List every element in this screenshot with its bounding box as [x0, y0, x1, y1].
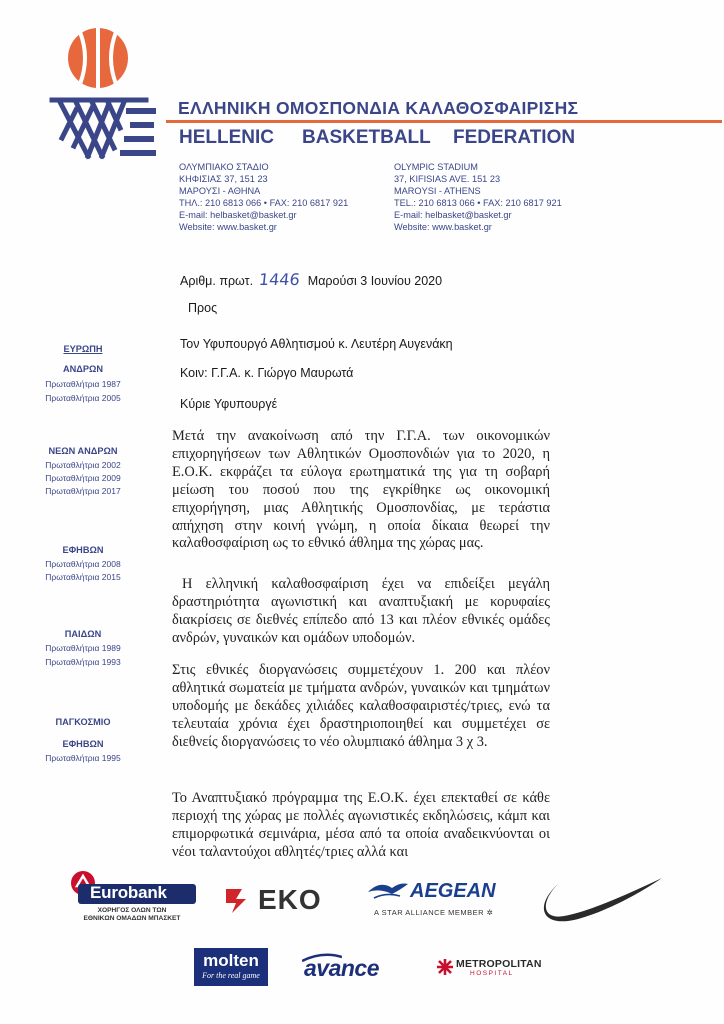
sidebar-europe-heading: ΕΥΡΩΠΗ	[63, 344, 103, 354]
federation-logo	[38, 24, 168, 162]
header-divider	[166, 120, 722, 123]
address-line: MAROYSI - ATHENS	[394, 185, 481, 196]
eko-sponsor	[222, 883, 346, 917]
sidebar-title: Πρωταθλήτρια 1987	[45, 379, 121, 389]
eurobank-tagline-line: ΧΟΡΗΓΟΣ ΟΛΩΝ ΤΩΝ	[97, 907, 167, 914]
paragraph: Στις εθνικές διοργανώσεις συμμετέχουν 1. 200 και πλέον αθλητικά σωματεία με τμήματα ανδρών, γυναικών και τμημάτων υποδομής με δεκάδες χιλιάδες καλαθοσφαιριστές/τριες, ενώ τα τελευταία χρόνια έχει δραστηριοποιηθεί και συμμετέχει σε διεθνείς διοργανώσεις το νέο ολυμπιακό άθλημα 3 χ 3.	[172, 662, 550, 750]
address-greek	[179, 162, 348, 233]
avance-sponsor	[300, 951, 410, 985]
sidebar-title: Πρωταθλήτρια 1995	[45, 753, 121, 763]
nike-swoosh-icon	[538, 872, 664, 922]
federation-name-en-1: HELLENIC	[179, 127, 274, 148]
star-alliance-icon: ✲	[486, 908, 494, 917]
recipient: Τον Υφυπουργό Αθλητισμού κ. Λευτέρη Αυγενάκη	[180, 337, 453, 351]
molten-wordmark: molten	[203, 951, 259, 970]
sidebar-kids-heading: ΠΑΙΔΩΝ	[64, 629, 102, 639]
federation-name-greek: ΕΛΛΗΝΙΚΗ ΟΜΟΣΠΟΝΔΙΑ ΚΑΛΑΘΟΣΦΑΙΡΙΣΗΣ	[178, 98, 579, 118]
aegean-tagline	[374, 908, 493, 917]
cc-line: Κοιν: Γ.Γ.Α. κ. Γιώργο Μαυρωτά	[180, 366, 354, 380]
sidebar-title: Πρωταθλήτρια 1989	[45, 643, 121, 653]
ref-number-handwritten: 1446	[258, 270, 301, 289]
address-line: ΟΛΥΜΠΙΑΚΟ ΣΤΑΔΙΟ	[179, 162, 269, 172]
address-line: ΚΗΦΙΣΙΑΣ 37, 151 23	[179, 173, 268, 184]
sidebar-title: Πρωταθλήτρια 2009	[45, 473, 121, 483]
address-line: OLYMPIC STADIUM	[394, 162, 478, 172]
sidebar-title: Πρωταθλήτρια 2017	[45, 486, 121, 496]
address-line: 37, KIFISIAS AVE. 151 23	[394, 173, 501, 184]
metropolitan-sponsor	[436, 954, 540, 986]
phone-line: ΤΗΛ.: 210 6813 066 • FAX: 210 6817 921	[179, 197, 349, 208]
eko-wordmark: EKO	[258, 884, 322, 915]
sidebar-world-youth-heading: ΕΦΗΒΩΝ	[62, 739, 104, 749]
molten-sponsor	[194, 948, 268, 986]
phone-line: TEL.: 210 6813 066 • FAX: 210 6817 921	[394, 197, 562, 208]
letter-date: Μαρούσι 3 Ιουνίου 2020	[307, 274, 443, 288]
website-line: Website: www.basket.gr	[394, 221, 492, 232]
sidebar-title: Πρωταθλήτρια 1993	[45, 657, 121, 667]
eurobank-sponsor	[68, 868, 196, 926]
metropolitan-subtitle: HOSPITAL	[470, 970, 514, 977]
reference-line	[180, 270, 442, 289]
to-label: Προς	[188, 301, 218, 315]
paragraph: Μετά την ανακοίνωση από την Γ.Γ.Α. των οικονομικών επιχορηγήσεων των Αθλητικών Ομοσπονδιών για το 2020, η Ε.Ο.Κ. εκφράζει τα εύλογα ερωτηματικά της για τη σοβαρή μείωση του ποσού που της εγκρίθηκε ως οικονομική επιχορήγηση, μιας Αθλητικής Ομοσπονδίας, με τεράστια απήχηση στην κοινή γνώμη, η οποία δίκαια θεωρεί την καλαθοσφαίριση ως το εθνικό άθλημα της χώρας μας.	[172, 428, 550, 552]
paragraph: Η ελληνική καλαθοσφαίριση έχει να επιδείξει μεγάλη δραστηριότητα αγωνιστική και αναπτυξιακή με κορυφαίες διακρίσεις σε διεθνές επίπεδο από 13 και πλέον εθνικές ομάδες ανδρών, γυναικών και ομάδων υποδομών.	[172, 576, 550, 646]
sidebar-title: Πρωταθλήτρια 2008	[45, 559, 121, 569]
eurobank-tagline-line: ΕΘΝΙΚΩΝ ΟΜΑΔΩΝ ΜΠΑΣΚΕΤ	[83, 915, 181, 922]
email-line: E-mail: helbasket@basket.gr	[394, 209, 512, 220]
sidebar-title: Πρωταθλήτρια 2005	[45, 393, 121, 403]
eko-logo-icon	[222, 885, 252, 915]
metropolitan-cross-icon	[436, 958, 454, 976]
aegean-tagline-text: A STAR ALLIANCE MEMBER	[374, 908, 485, 917]
sidebar-young-men-heading: ΝΕΩΝ ΑΝΔΡΩΝ	[48, 446, 118, 456]
ref-label: Αριθμ. πρωτ.	[180, 274, 254, 288]
sidebar-title: Πρωταθλήτρια 2015	[45, 572, 121, 582]
metropolitan-wordmark: METROPOLITAN	[456, 958, 542, 970]
sidebar-title: Πρωταθλήτρια 2002	[45, 460, 121, 470]
salutation: Κύριε Υφυπουργέ	[180, 397, 278, 411]
address-english	[394, 162, 562, 233]
address-line: ΜΑΡΟΥΣΙ - ΑΘΗΝΑ	[179, 185, 261, 196]
federation-name-en-3: FEDERATION	[453, 127, 576, 148]
website-line: Website: www.basket.gr	[179, 221, 277, 232]
eurobank-wordmark: Eurobank	[90, 883, 167, 902]
sidebar-men-heading: ΑΝΔΡΩΝ	[62, 364, 103, 374]
sidebar-youth-heading: ΕΦΗΒΩΝ	[62, 545, 104, 555]
paragraph: Το Αναπτυξιακό πρόγραμμα της Ε.Ο.Κ. έχει επεκταθεί σε κάθε περιοχή της χώρας με πολλές αγωνιστικές εκδηλώσεις, κάμπ και επιμορφωτικά σεμινάρια, μέσα από τα οποία αναδεικνύονται οι νέοι ταλαντούχοι αθλητές/τριες αλλά και	[172, 790, 550, 860]
molten-tagline: For the real game	[202, 971, 260, 980]
email-line: E-mail: helbasket@basket.gr	[179, 209, 297, 220]
eurobank-tagline	[68, 907, 196, 923]
aegean-wordmark: AEGEAN	[410, 880, 496, 902]
avance-wordmark: avance	[304, 955, 380, 981]
sidebar-world-heading: ΠΑΓΚΟΣΜΙΟ	[55, 717, 111, 727]
aegean-bird-icon	[366, 878, 410, 902]
federation-name-en-2: BASKETBALL	[302, 127, 431, 148]
aegean-sponsor	[366, 874, 514, 922]
